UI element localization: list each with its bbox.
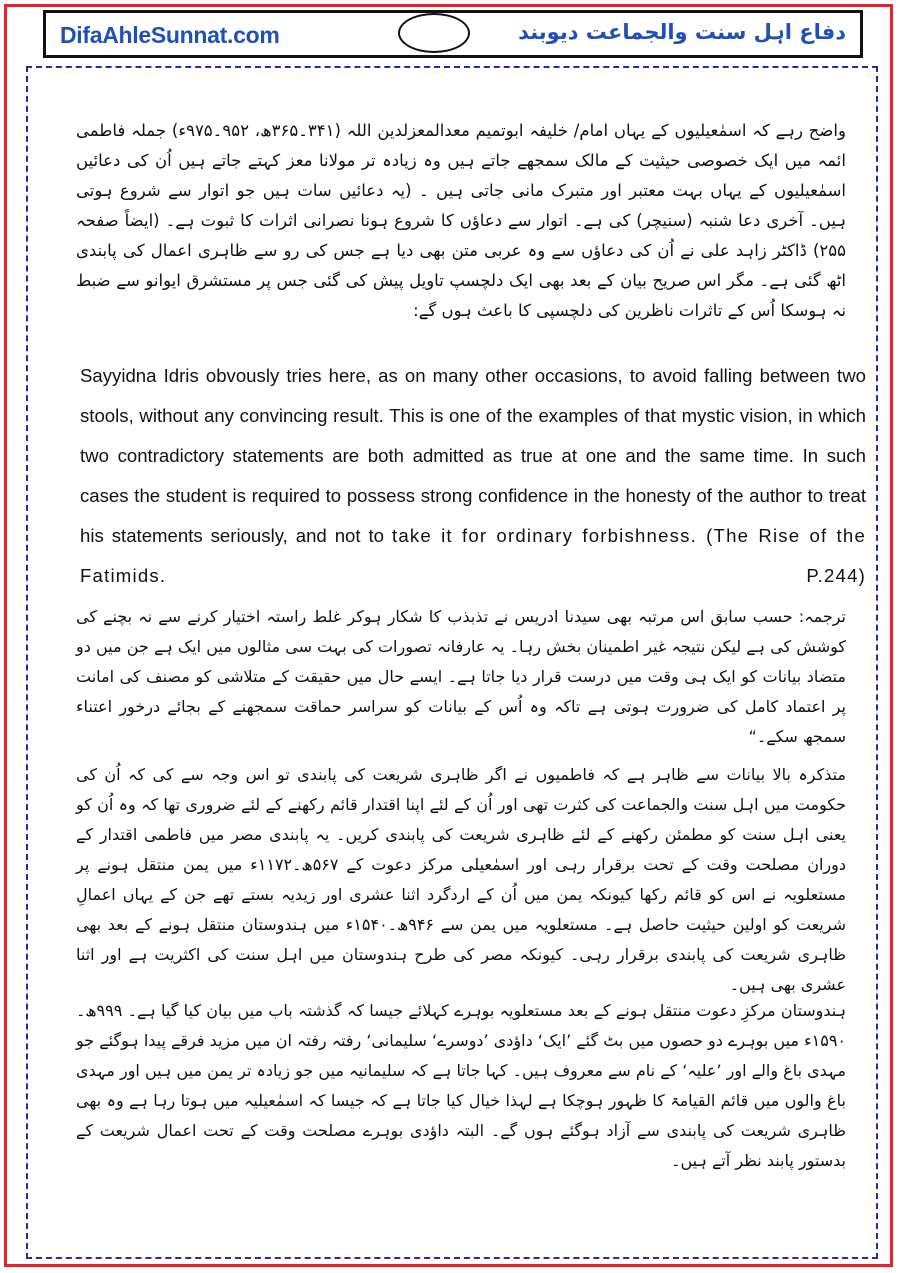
english-quote: [80, 356, 866, 596]
paragraph-bohras: ہندوستان مرکزِ دعوت منتقل ہونے کے بعد مستعلویہ بوہرے کہلائے جیسا کہ گذشتہ باب میں بیان کیا گیا ہے۔ ۹۹۹ھ۔۱۵۹۰ء میں بوہرے دو حصوں میں بٹ گئے ’ایک‘ داؤدی ’دوسرے‘ سلیمانی‘ رفتہ رفتہ ان میں مزید فرقے پیدا ہوگئے جو مہدی باغ والے اور ’علیہ‘ کے نام سے معروف ہیں۔ کہا جاتا ہے کہ سلیمانیہ میں جو زیادہ تر یمن میں ہیں اور مہدی باغ والوں میں قائم القیامۃ کا ظہور ہوچکا ہے لہذا خیال کیا جاتا ہے کہ جیسا کہ اسمٰعیلیہ میں ہوتا رہا ہے وہ بھی ظاہری شریعت کی پابندی سے آزاد ہوگئے ہوں گے۔ البتہ داؤدی بوہرے مصلحت وقت کے تحت اعمال شریعت کے بدستور پابند نظر آتے ہیں۔: [76, 1001, 846, 1170]
page-number-oval: [398, 13, 470, 53]
english-quote-citation: take it for ordinary forbishness. (The Rise of the Fatimids. P.244): [80, 525, 866, 586]
site-name[interactable]: DifaAhleSunnat.com: [60, 22, 280, 48]
header-title: دفاع اہل سنت والجماعت دیوبند: [518, 20, 846, 44]
paragraph-translation: ترجمہ: حسب سابق اس مرتبہ بھی سیدنا ادریس نے تذبذب کا شکار ہوکر غلط راستہ اختیار کرنے سے نہ بچنے کی کوشش کی ہے لیکن نتیجہ غیر اطمینان بخش رہا۔ یہ عارفانہ تصورات کی بہت سی مثالوں میں ایک ہے جن میں دو متضاد بیانات کو ایک ہی وقت میں درست قرار دیا جاتا ہے۔ ایسے حال میں حقیقت کے متلاشی کو مصنف کی امانت پر اعتماد کامل کی ضرورت ہوتی ہے تاکہ وہ اُس کے بیانات کو سراسر حماقت سمجھنے کے بجائے درخور اعتناء سمجھ سکے۔“: [76, 607, 846, 746]
paragraph-analysis: متذکرہ بالا بیانات سے ظاہر ہے کہ فاطمیوں نے اگر ظاہری شریعت کی پابندی تو اس وجہ سے کی کہ اُن کی حکومت میں اہل سنت والجماعت کی کثرت تھی اور اُن کے لئے اپنا اقتدار قائم رکھنے کے لئے ضروری تھا کہ وہ اُن کو یعنی اہل سنت کو مطمئن رکھنے کے لئے ظاہری شریعت کی پابندی کریں۔ یہ پابندی مصر میں فاطمی اقتدار کے دوران مصلحت وقت کے تحت برقرار رہی اور اسمٰعیلی مرکز دعوت کے ۵۶۷ھ۔۱۱۷۲ء میں یمن منتقل ہونے پر مستعلویہ نے اس کو قائم رکھا کیونکہ یمن میں اُن کے اردگرد اثنا عشری اور زیدیہ بستے تھے جن کے یہاں اعمالِ شریعت کو اولین حیثیت حاصل ہے۔ مستعلویہ میں یمن سے ۹۴۶ھ۔۱۵۴۰ء میں ہندوستان منتقل ہونے کے بعد بھی ظاہری شریعت کی پابندی برقرار رہی۔ کیونکہ مصر کی طرح ہندوستان میں اہل سنت کی اکثریت ہے اور اثنا عشری بھی ہیں۔: [76, 765, 847, 994]
english-quote-body: Sayyidna Idris obvously tries here, as on many other occasions, to avoid falling between two stools, without any convincing result. This is one of the examples of that mystic vision, in which two contradictory statements are both admitted as true at one and the same time. In such cases the student is required to possess strong confidence in the honesty of the author to treat his statements seriously, and not to: [80, 365, 866, 546]
page-header: [43, 10, 863, 58]
paragraph-intro: واضح رہے کہ اسمٰعیلیوں کے یہاں امام/ خلیفہ ابوتمیم معدالمعزلدین اللہ (۳۴۱۔۳۶۵ھ، ۹۵۲۔۹۷۵ء) جملہ فاطمی ائمہ میں ایک خصوصی حیثیت کے مالک سمجھے جاتے ہیں وہ زیادہ تر مولانا معز کہتے جاتے ہیں اُن کی دعائیں اسمٰعیلیوں کے یہاں بہت معتبر اور متبرک مانی جاتی ہیں ۔ (یہ دعائیں سات ہیں جو اتوار سے شروع ہوتی ہیں۔ آخری دعا شنبہ (سنیچر) کی ہے۔ اتوار سے دعاؤں کا شروع ہونا نصرانی اثرات کا ثبوت ہے۔ (ایضاً صفحہ ۲۵۵) ڈاکٹر زاہد علی نے اُن کی دعاؤں سے وہ عربی متن بھی دیا ہے جس کی رو سے ظاہری اعمال کی پابندی اٹھ گئی ہے۔ مگر اس صریح بیان کے بعد بھی ایک دلچسپ تاویل پیش کی گئی جس پر مستشرق ایوانو سے ضبط نہ ہوسکا اُس کے تاثرات ناظرین کی دلچسپی کا باعث ہوں گے:: [76, 121, 846, 320]
